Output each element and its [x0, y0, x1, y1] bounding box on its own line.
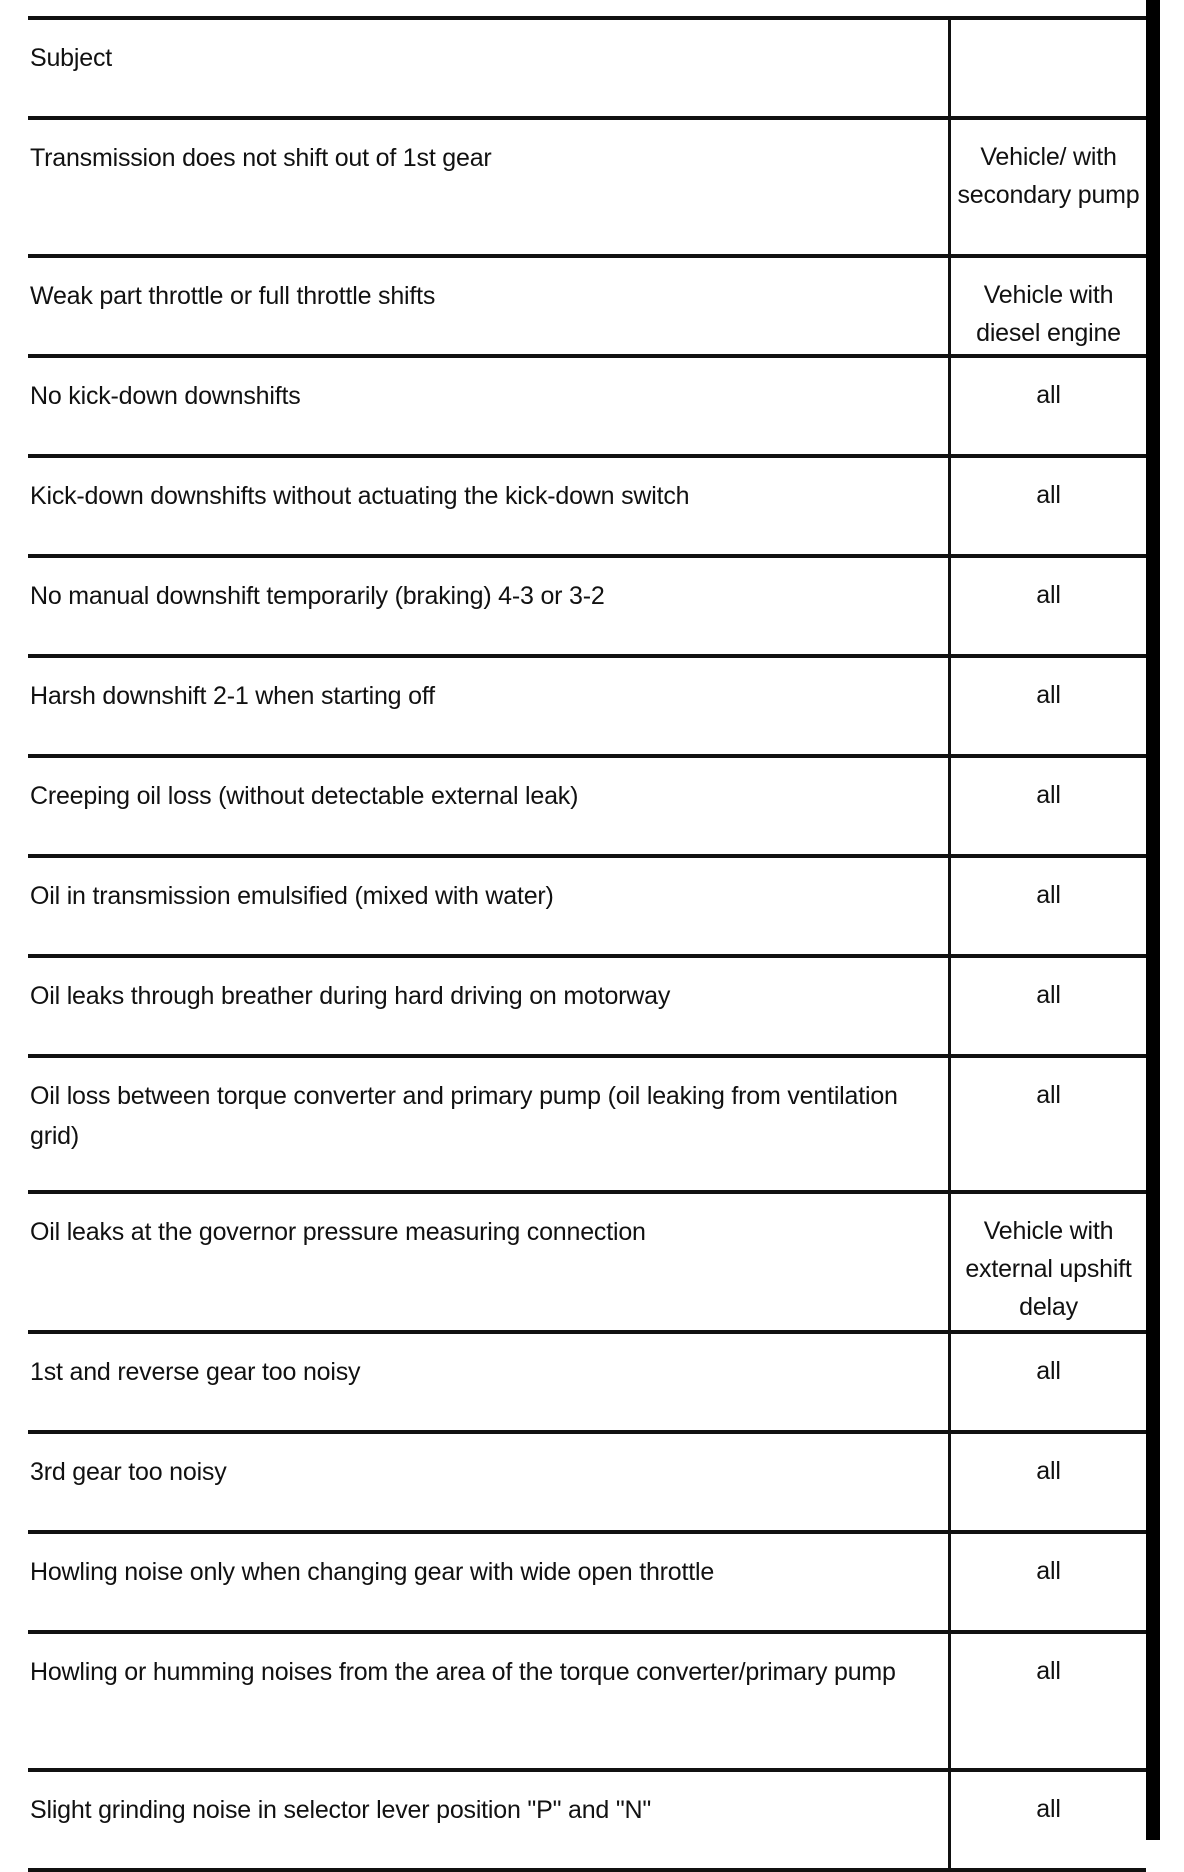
table-row: [28, 354, 1146, 454]
row-applies-to: all: [948, 958, 1146, 1054]
table-row: [28, 1430, 1146, 1530]
table-row: [28, 554, 1146, 654]
row-subject: Transmission does not shift out of 1st gear: [30, 144, 492, 172]
fault-table: [28, 16, 1146, 1872]
table-row: [28, 1530, 1146, 1630]
row-subject: Oil loss between torque converter and primary pump (oil leaking from ventilation grid): [30, 1082, 898, 1150]
row-applies-to: all: [948, 558, 1146, 654]
row-subject: Creeping oil loss (without detectable external leak): [30, 782, 579, 810]
row-applies-to: all: [948, 1058, 1146, 1190]
row-subject: Harsh downshift 2-1 when starting off: [30, 682, 435, 710]
table-row: [28, 1190, 1146, 1330]
row-subject: No manual downshift temporarily (braking) 4-3 or 3-2: [30, 582, 605, 610]
table-row: [28, 654, 1146, 754]
table-row: [28, 954, 1146, 1054]
row-applies-to: all: [948, 1772, 1146, 1868]
row-applies-to: all: [948, 758, 1146, 854]
row-applies-to: all: [948, 858, 1146, 954]
table-row: [28, 1630, 1146, 1768]
table-header-row: [28, 16, 1146, 116]
table-row: [28, 854, 1146, 954]
row-applies-to: all: [948, 1634, 1146, 1768]
row-subject: No kick-down downshifts: [30, 382, 301, 410]
header-applies-to: [948, 20, 1146, 116]
row-subject: Oil leaks at the governor pressure measuring connection: [30, 1218, 646, 1246]
row-applies-to: Vehicle with external upshift delay: [948, 1194, 1146, 1330]
row-applies-to: all: [948, 1334, 1146, 1430]
header-subject: Subject: [30, 44, 112, 72]
row-applies-to: Vehicle with diesel engine: [948, 258, 1146, 354]
table-row: [28, 754, 1146, 854]
row-applies-to: all: [948, 1434, 1146, 1530]
page-edge-bar: [1146, 0, 1160, 1840]
row-subject: Weak part throttle or full throttle shifts: [30, 282, 436, 310]
table-row: [28, 254, 1146, 354]
row-subject: Howling noise only when changing gear with wide open throttle: [30, 1558, 715, 1586]
row-subject: Oil in transmission emulsified (mixed with water): [30, 882, 554, 910]
row-subject: Kick-down downshifts without actuating the kick-down switch: [30, 482, 690, 510]
table-row: [28, 1054, 1146, 1190]
row-subject: Oil leaks through breather during hard driving on motorway: [30, 982, 671, 1010]
row-applies-to: all: [948, 458, 1146, 554]
table-row: [28, 1330, 1146, 1430]
row-subject: Slight grinding noise in selector lever position "P" and "N": [30, 1796, 652, 1824]
row-applies-to: all: [948, 658, 1146, 754]
table-row: [28, 116, 1146, 254]
row-applies-to: all: [948, 358, 1146, 454]
row-subject: 3rd gear too noisy: [30, 1458, 227, 1486]
table-row: [28, 454, 1146, 554]
row-applies-to: all: [948, 1534, 1146, 1630]
row-applies-to: Vehicle/ with secondary pump: [948, 120, 1146, 254]
table-row: [28, 1768, 1146, 1872]
row-subject: 1st and reverse gear too noisy: [30, 1358, 361, 1386]
row-subject: Howling or humming noises from the area of the torque converter/primary pump: [30, 1658, 896, 1686]
